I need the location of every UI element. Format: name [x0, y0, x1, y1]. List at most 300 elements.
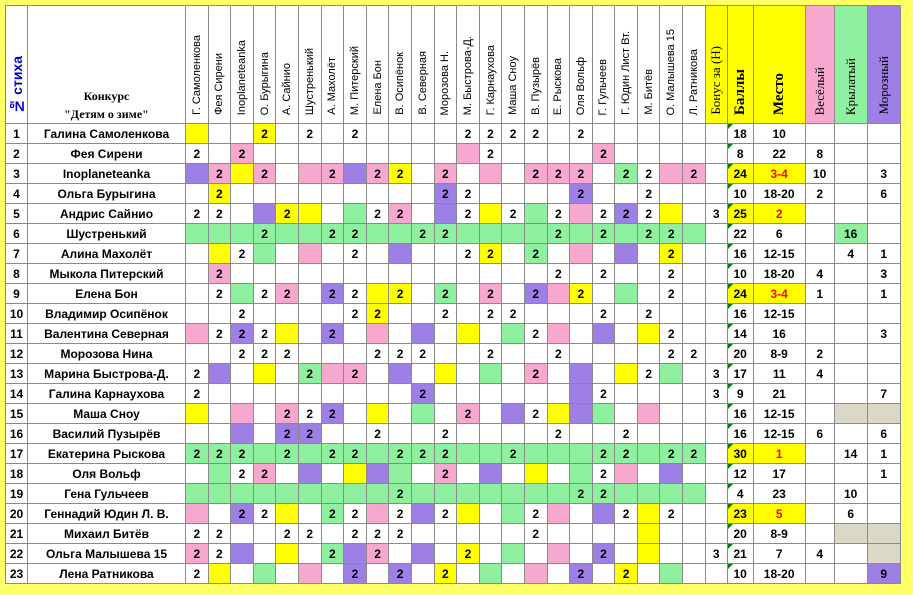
nomination-cell: [867, 144, 900, 164]
vote-cell: [186, 244, 209, 264]
vote-cell: 2: [592, 264, 615, 284]
vote-cell: [253, 544, 276, 564]
vote-cell: [298, 204, 321, 224]
vote-cell: 2: [592, 144, 615, 164]
author-name: Владимир Осипёнок: [28, 304, 186, 324]
judge-header-label: Г. Гульчеев: [597, 58, 610, 115]
vote-cell: [479, 184, 502, 204]
vote-cell: [186, 344, 209, 364]
vote-cell: [276, 224, 299, 244]
nomination-cell: [867, 204, 900, 224]
vote-cell: [637, 344, 660, 364]
vote-cell: [479, 464, 502, 484]
author-name: Ольга Малышева 15: [28, 544, 186, 564]
vote-cell: [524, 564, 547, 584]
nomination-cell: [834, 384, 867, 404]
nomination-cell: [834, 204, 867, 224]
score-cell: 12: [727, 464, 753, 484]
author-name: Василий Пузырёв: [28, 424, 186, 444]
vote-cell: [547, 364, 570, 384]
vote-cell: [434, 524, 457, 544]
vote-cell: [298, 284, 321, 304]
bonus-cell: [705, 524, 727, 544]
vote-cell: [570, 384, 593, 404]
vote-cell: [547, 404, 570, 424]
judge-header-2: [208, 6, 231, 124]
vote-cell: [547, 484, 570, 504]
vote-cell: 2: [389, 164, 412, 184]
bonus-cell: [705, 264, 727, 284]
contest-title-line2: "Детям о зиме": [64, 107, 149, 121]
vote-cell: [434, 544, 457, 564]
vote-cell: [411, 264, 434, 284]
vote-cell: [253, 484, 276, 504]
vote-cell: [186, 164, 209, 184]
vote-cell: [186, 404, 209, 424]
vote-cell: [479, 264, 502, 284]
place-header-label: Место: [771, 72, 788, 115]
poem-number: 20: [6, 504, 28, 524]
nomination-cell: [805, 324, 834, 344]
score-cell: 20: [727, 344, 753, 364]
vote-cell: [524, 544, 547, 564]
vote-cell: 2: [457, 244, 480, 264]
vote-cell: 2: [660, 344, 683, 364]
vote-cell: [592, 504, 615, 524]
vote-cell: [411, 204, 434, 224]
vote-cell: [570, 224, 593, 244]
vote-cell: 2: [479, 284, 502, 304]
bonus-header: [705, 6, 727, 124]
vote-cell: [208, 244, 231, 264]
vote-cell: [208, 124, 231, 144]
vote-cell: [253, 444, 276, 464]
vote-cell: [592, 324, 615, 344]
vote-cell: [366, 364, 389, 384]
nomination-header-morozny: [867, 6, 900, 124]
vote-cell: [186, 484, 209, 504]
vote-cell: [276, 564, 299, 584]
vote-cell: [637, 144, 660, 164]
score-cell: 4: [727, 484, 753, 504]
judge-header-14: [479, 6, 502, 124]
nomination-cell: 8: [805, 144, 834, 164]
vote-cell: [298, 464, 321, 484]
vote-cell: 2: [592, 204, 615, 224]
place-cell: 12-15: [753, 424, 805, 444]
nomination-cell: [834, 544, 867, 564]
vote-cell: 2: [570, 164, 593, 184]
nomination-cell: 3: [867, 164, 900, 184]
vote-cell: [570, 144, 593, 164]
vote-cell: [683, 464, 706, 484]
vote-cell: [344, 324, 367, 344]
contest-title-line1: Конкурс: [83, 89, 130, 103]
nomination-cell: 6: [834, 504, 867, 524]
nomination-cell: [867, 404, 900, 424]
nomination-cell: [805, 384, 834, 404]
vote-cell: [186, 464, 209, 484]
vote-cell: [231, 124, 254, 144]
vote-cell: [344, 204, 367, 224]
vote-cell: 2: [434, 164, 457, 184]
vote-cell: 2: [344, 124, 367, 144]
judge-header-label: В. Пузырёв: [529, 57, 542, 115]
vote-cell: 2: [457, 404, 480, 424]
vote-cell: [321, 484, 344, 504]
vote-cell: [547, 504, 570, 524]
judge-header-1: [186, 6, 209, 124]
vote-cell: [570, 264, 593, 284]
vote-cell: [208, 144, 231, 164]
vote-cell: [253, 384, 276, 404]
vote-cell: [660, 384, 683, 404]
vote-cell: 2: [683, 444, 706, 464]
vote-cell: [570, 544, 593, 564]
vote-cell: [298, 344, 321, 364]
vote-cell: [615, 124, 638, 144]
vote-cell: [276, 324, 299, 344]
vote-cell: [298, 304, 321, 324]
vote-cell: [660, 404, 683, 424]
vote-cell: [411, 364, 434, 384]
vote-cell: [592, 244, 615, 264]
nomination-cell: [867, 344, 900, 364]
vote-cell: [615, 344, 638, 364]
vote-cell: [231, 484, 254, 504]
nomination-cell: [834, 124, 867, 144]
judge-header-label: В. Осипёнок: [394, 52, 407, 115]
nomination-cell: [834, 404, 867, 424]
judge-header-label: Л. Ратникова: [687, 48, 700, 115]
vote-cell: 2: [321, 164, 344, 184]
vote-cell: [637, 504, 660, 524]
vote-cell: 2: [186, 544, 209, 564]
vote-cell: [524, 264, 547, 284]
vote-cell: [208, 364, 231, 384]
vote-cell: [479, 204, 502, 224]
vote-cell: [547, 464, 570, 484]
nomination-cell: [805, 464, 834, 484]
table-row: [6, 204, 901, 224]
vote-cell: [231, 184, 254, 204]
vote-cell: [253, 144, 276, 164]
poem-number: 21: [6, 524, 28, 544]
vote-cell: [389, 384, 412, 404]
nomination-cell: 6: [805, 424, 834, 444]
vote-cell: 2: [502, 444, 525, 464]
vote-cell: 2: [366, 524, 389, 544]
vote-cell: 2: [524, 404, 547, 424]
vote-cell: 2: [592, 384, 615, 404]
vote-cell: 2: [276, 404, 299, 424]
vote-cell: 2: [208, 524, 231, 544]
vote-cell: 2: [321, 404, 344, 424]
table-row: [6, 124, 901, 144]
judge-header-12: [434, 6, 457, 124]
score-cell: 16: [727, 424, 753, 444]
judge-header-label: В. Северная: [416, 51, 429, 115]
score-cell: 10: [727, 264, 753, 284]
vote-cell: 2: [208, 324, 231, 344]
vote-cell: [683, 544, 706, 564]
vote-cell: [683, 324, 706, 344]
vote-cell: [253, 304, 276, 324]
vote-cell: [434, 344, 457, 364]
vote-cell: [253, 204, 276, 224]
vote-cell: [231, 544, 254, 564]
vote-cell: [208, 224, 231, 244]
vote-cell: [276, 124, 299, 144]
vote-cell: 2: [366, 344, 389, 364]
vote-cell: [298, 444, 321, 464]
vote-cell: [321, 424, 344, 444]
place-cell: 3-4: [753, 164, 805, 184]
place-cell: 16: [753, 324, 805, 344]
vote-cell: [615, 524, 638, 544]
vote-cell: 2: [615, 204, 638, 224]
vote-cell: [592, 184, 615, 204]
vote-cell: 2: [524, 364, 547, 384]
vote-cell: [253, 184, 276, 204]
vote-cell: [683, 384, 706, 404]
nomination-cell: [834, 304, 867, 324]
vote-cell: [547, 544, 570, 564]
vote-cell: [366, 224, 389, 244]
score-cell: 25: [727, 204, 753, 224]
score-cell: 8: [727, 144, 753, 164]
vote-cell: 2: [208, 444, 231, 464]
vote-cell: 2: [547, 204, 570, 224]
score-cell: 30: [727, 444, 753, 464]
vote-cell: 2: [524, 244, 547, 264]
vote-cell: [660, 164, 683, 184]
vote-cell: 2: [321, 284, 344, 304]
judge-header-16: [524, 6, 547, 124]
vote-cell: [457, 524, 480, 544]
vote-cell: [683, 524, 706, 544]
vote-cell: 2: [344, 364, 367, 384]
vote-cell: [457, 324, 480, 344]
vote-cell: [502, 324, 525, 344]
vote-cell: [411, 564, 434, 584]
vote-cell: 2: [411, 384, 434, 404]
vote-cell: 2: [524, 164, 547, 184]
vote-cell: [389, 224, 412, 244]
nomination-cell: [805, 304, 834, 324]
vote-cell: [547, 304, 570, 324]
vote-cell: [366, 244, 389, 264]
vote-cell: [344, 424, 367, 444]
table-row: [6, 164, 901, 184]
vote-cell: [547, 384, 570, 404]
vote-cell: [547, 124, 570, 144]
vote-cell: [570, 504, 593, 524]
nomination-cell: 4: [805, 264, 834, 284]
vote-cell: [186, 264, 209, 284]
nomination-header-krylaty-label: Крылатый: [842, 57, 858, 115]
vote-cell: [524, 444, 547, 464]
bonus-cell: [705, 244, 727, 264]
vote-cell: 2: [208, 264, 231, 284]
vote-cell: [389, 404, 412, 424]
vote-cell: 2: [231, 444, 254, 464]
vote-cell: 2: [276, 424, 299, 444]
nomination-cell: [834, 184, 867, 204]
vote-cell: [547, 324, 570, 344]
judge-header-label: Елена Бон: [371, 60, 384, 115]
vote-cell: [637, 124, 660, 144]
vote-cell: [457, 564, 480, 584]
judge-header-21: [637, 6, 660, 124]
vote-cell: [502, 504, 525, 524]
vote-cell: 2: [186, 384, 209, 404]
vote-cell: 2: [321, 224, 344, 244]
vote-cell: [344, 344, 367, 364]
vote-cell: [502, 484, 525, 504]
vote-cell: 2: [592, 484, 615, 504]
vote-cell: 2: [434, 464, 457, 484]
vote-cell: [344, 184, 367, 204]
vote-cell: 2: [344, 444, 367, 464]
vote-cell: 2: [434, 444, 457, 464]
judge-header-label: М. Битёв: [642, 69, 655, 115]
vote-cell: 2: [231, 504, 254, 524]
vote-cell: [411, 244, 434, 264]
vote-cell: 2: [434, 564, 457, 584]
judge-header-9: [366, 6, 389, 124]
vote-cell: [457, 484, 480, 504]
poem-number: 2: [6, 144, 28, 164]
score-cell: 16: [727, 244, 753, 264]
nomination-cell: 6: [867, 424, 900, 444]
nomination-cell: 14: [834, 444, 867, 464]
results-table: [5, 5, 901, 584]
vote-cell: [344, 384, 367, 404]
vote-cell: 2: [547, 224, 570, 244]
author-name: Елена Бон: [28, 284, 186, 304]
bonus-cell: [705, 304, 727, 324]
vote-cell: 2: [434, 304, 457, 324]
vote-cell: [479, 164, 502, 184]
table-row: [6, 184, 901, 204]
vote-cell: 2: [615, 564, 638, 584]
place-header: [753, 6, 805, 124]
vote-cell: 2: [434, 224, 457, 244]
vote-cell: 2: [637, 304, 660, 324]
vote-cell: [637, 284, 660, 304]
author-name: Екатерина Рыскова: [28, 444, 186, 464]
vote-cell: [298, 164, 321, 184]
nomination-header-vesely: [805, 6, 834, 124]
nomination-cell: [867, 364, 900, 384]
vote-cell: [570, 364, 593, 384]
vote-cell: [637, 524, 660, 544]
vote-cell: [524, 224, 547, 244]
vote-cell: [186, 304, 209, 324]
nomination-cell: [805, 504, 834, 524]
vote-cell: [547, 524, 570, 544]
vote-cell: [253, 244, 276, 264]
vote-cell: [411, 284, 434, 304]
author-name: Алина Махолёт: [28, 244, 186, 264]
table-row: [6, 304, 901, 324]
judge-header-5: [276, 6, 299, 124]
vote-cell: 2: [344, 284, 367, 304]
vote-cell: 2: [276, 204, 299, 224]
vote-cell: [344, 404, 367, 424]
vote-cell: [479, 564, 502, 584]
vote-cell: [186, 124, 209, 144]
score-cell: 17: [727, 364, 753, 384]
vote-cell: [344, 484, 367, 504]
judge-header-19: [592, 6, 615, 124]
vote-cell: [434, 384, 457, 404]
nomination-cell: [805, 484, 834, 504]
table-row: [6, 504, 901, 524]
author-name: Морозова Нина: [28, 344, 186, 364]
vote-cell: 2: [660, 444, 683, 464]
vote-cell: 2: [502, 304, 525, 324]
vote-cell: [276, 504, 299, 524]
vote-cell: [592, 164, 615, 184]
vote-cell: [479, 364, 502, 384]
vote-cell: [298, 224, 321, 244]
judge-header-label: Морозова Н.: [439, 50, 452, 115]
vote-cell: 2: [637, 164, 660, 184]
vote-cell: [366, 384, 389, 404]
vote-cell: 2: [502, 124, 525, 144]
vote-cell: 2: [321, 444, 344, 464]
bonus-cell: [705, 344, 727, 364]
score-cell: 23: [727, 504, 753, 524]
vote-cell: [298, 184, 321, 204]
vote-cell: 2: [344, 244, 367, 264]
vote-cell: [231, 364, 254, 384]
vote-cell: 2: [389, 444, 412, 464]
score-cell: 24: [727, 284, 753, 304]
judge-header-10: [389, 6, 412, 124]
vote-cell: [298, 484, 321, 504]
vote-cell: 2: [208, 164, 231, 184]
vote-cell: [298, 384, 321, 404]
bonus-cell: [705, 124, 727, 144]
nomination-cell: [834, 164, 867, 184]
vote-cell: 2: [683, 344, 706, 364]
nomination-cell: 2: [805, 344, 834, 364]
vote-cell: [321, 564, 344, 584]
vote-cell: [479, 524, 502, 544]
vote-cell: 2: [637, 224, 660, 244]
vote-cell: [683, 484, 706, 504]
vote-cell: 2: [253, 284, 276, 304]
bonus-cell: 3: [705, 364, 727, 384]
vote-cell: [570, 424, 593, 444]
bonus-header-label: Бонус за (Н): [708, 46, 724, 115]
nomination-cell: [834, 144, 867, 164]
judge-header-label: Шустренький: [303, 47, 316, 115]
place-cell: 21: [753, 384, 805, 404]
bonus-cell: [705, 444, 727, 464]
vote-cell: [637, 264, 660, 284]
vote-cell: [570, 324, 593, 344]
vote-cell: [366, 284, 389, 304]
nomination-cell: 1: [867, 464, 900, 484]
vote-cell: [660, 424, 683, 444]
vote-cell: [479, 224, 502, 244]
nomination-cell: 10: [805, 164, 834, 184]
nomination-header-krylaty: [834, 6, 867, 124]
